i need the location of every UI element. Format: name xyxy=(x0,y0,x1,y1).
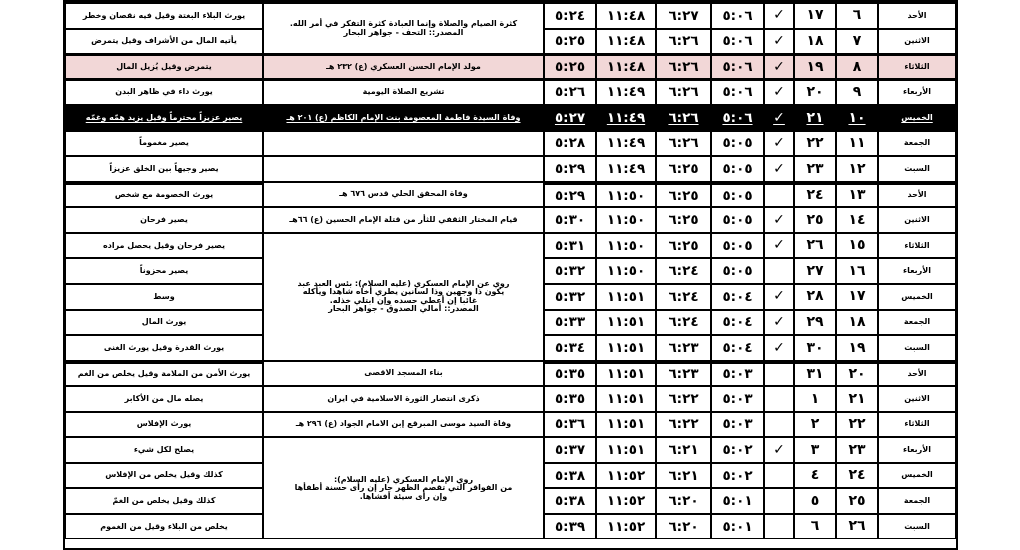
prayer-time-cell: ١١:٤٨ xyxy=(596,29,656,55)
prayer-time-cell: ١١:٥١ xyxy=(596,386,656,412)
prayer-time-cell: ٥:٠٦ xyxy=(711,29,764,55)
day-number-cell: ١١ xyxy=(836,131,878,157)
prayer-time-cell: ١١:٤٨ xyxy=(596,54,656,80)
event-text-line: وفاة المحقق الحلي قدس ٦٧٦ هـ xyxy=(339,189,468,199)
fortune-cell: كذلك وقيل يخلص من الغمّ xyxy=(65,488,263,514)
day-name-cell: السبت xyxy=(878,335,956,361)
month-day-cell: ١٧ xyxy=(794,3,836,29)
prayer-time-cell: ١١:٥١ xyxy=(596,335,656,361)
day-number-cell: ٢٥ xyxy=(836,488,878,514)
day-number-cell: ٢٤ xyxy=(836,463,878,489)
prayer-time-cell: ٥:٠٦ xyxy=(711,105,764,131)
prayer-time-cell: ١١:٥١ xyxy=(596,437,656,463)
check-cell: ✓ xyxy=(764,156,794,182)
prayer-time-cell: ٥:٣٨ xyxy=(544,488,596,514)
fortune-cell: يورث الإفلاس xyxy=(65,412,263,438)
check-cell: ✓ xyxy=(764,310,794,336)
event-text-line: تشريع الصلاة اليومية xyxy=(362,87,445,97)
prayer-time-cell: ٥:٣١ xyxy=(544,233,596,259)
prayer-time-cell: ٥:٠٥ xyxy=(711,207,764,233)
prayer-time-cell: ٥:٢٦ xyxy=(544,80,596,106)
event-cell xyxy=(263,156,544,182)
fortune-cell: يورث البلاء البغتة وقيل فيه نقصان وخطر xyxy=(65,3,263,29)
day-number-cell: ٩ xyxy=(836,80,878,106)
month-day-cell: ٢٨ xyxy=(794,284,836,310)
check-cell xyxy=(764,514,794,540)
prayer-time-cell: ٦:٢٤ xyxy=(656,284,711,310)
check-cell xyxy=(764,386,794,412)
month-day-cell: ٣١ xyxy=(794,361,836,387)
month-day-cell: ٣ xyxy=(794,437,836,463)
check-cell: ✓ xyxy=(764,437,794,463)
event-text-line: المصدر:: التحف - جواهر البحار xyxy=(343,27,464,37)
prayer-time-cell: ٦:٢٤ xyxy=(656,310,711,336)
month-day-cell: ٢٧ xyxy=(794,258,836,284)
check-cell: ✓ xyxy=(764,335,794,361)
day-number-cell: ١٦ xyxy=(836,258,878,284)
day-name-cell: السبت xyxy=(878,514,956,540)
prayer-time-cell: ٥:٠١ xyxy=(711,514,764,540)
month-day-cell: ٦ xyxy=(794,514,836,540)
day-name-cell: الثلاثاء xyxy=(878,233,956,259)
month-day-cell: ١ xyxy=(794,386,836,412)
check-cell: ✓ xyxy=(764,54,794,80)
prayer-time-cell: ٦:٢٦ xyxy=(656,105,711,131)
event-text-line: المصدر:: أمالي الصدوق - جواهر البحار xyxy=(328,304,479,314)
day-number-cell: ٢٠ xyxy=(836,361,878,387)
prayer-time-cell: ١١:٤٩ xyxy=(596,105,656,131)
prayer-time-cell: ١١:٥١ xyxy=(596,284,656,310)
event-text-line: وفاة السيدة فاطمة المعصومة بنت الإمام الكاظم (ع) ٢٠١ هـ xyxy=(286,112,521,122)
month-day-cell: ٢٥ xyxy=(794,207,836,233)
event-text-line: غائبا إن أعطي حسده وإن ابتلي خذله. xyxy=(329,295,478,305)
fortune-cell: يصير فرحان وقيل يحصل مراده xyxy=(65,233,263,259)
prayer-time-cell: ٦:٢٠ xyxy=(656,514,711,540)
check-cell: ✓ xyxy=(764,3,794,29)
day-name-cell: الأحد xyxy=(878,182,956,208)
prayer-time-cell: ١١:٥١ xyxy=(596,361,656,387)
fortune-cell: يتمرض وقيل يُزيل المال xyxy=(65,54,263,80)
prayer-time-cell: ٥:٢٩ xyxy=(544,156,596,182)
fortune-cell: يصير محزوناً xyxy=(65,258,263,284)
check-cell: ✓ xyxy=(764,29,794,55)
fortune-cell: يصير فرحان xyxy=(65,207,263,233)
month-day-cell: ٢١ xyxy=(794,105,836,131)
check-cell xyxy=(764,361,794,387)
prayer-time-cell: ٦:٢١ xyxy=(656,437,711,463)
prayer-time-cell: ٦:٢٠ xyxy=(656,488,711,514)
prayer-time-cell: ٥:٢٧ xyxy=(544,105,596,131)
fortune-cell: يورث القدرة وقيل يورث الغنى xyxy=(65,335,263,361)
day-name-cell: الأحد xyxy=(878,361,956,387)
event-text-line: مولد الإمام الحسن العسكري (ع) ٢٣٢ هـ xyxy=(326,61,481,71)
check-cell: ✓ xyxy=(764,233,794,259)
prayer-time-cell: ٥:٣٠ xyxy=(544,207,596,233)
check-cell: ✓ xyxy=(764,80,794,106)
prayer-time-cell: ٦:٢٢ xyxy=(656,386,711,412)
day-number-cell: ٢١ xyxy=(836,386,878,412)
check-cell xyxy=(764,412,794,438)
prayer-time-cell: ٥:٠٢ xyxy=(711,463,764,489)
event-cell xyxy=(263,3,544,54)
check-cell xyxy=(764,463,794,489)
prayer-time-cell: ٦:٢٥ xyxy=(656,182,711,208)
prayer-time-cell: ٥:٠٤ xyxy=(711,284,764,310)
prayer-time-cell: ١١:٥٠ xyxy=(596,207,656,233)
day-number-cell: ١٤ xyxy=(836,207,878,233)
fortune-cell: يصير مغموماً xyxy=(65,131,263,157)
event-cell xyxy=(263,412,544,438)
prayer-time-cell: ٦:٢٦ xyxy=(656,29,711,55)
check-cell xyxy=(764,488,794,514)
day-name-cell: الثلاثاء xyxy=(878,412,956,438)
month-day-cell: ٢٤ xyxy=(794,182,836,208)
day-name-cell: الاثنين xyxy=(878,386,956,412)
prayer-time-cell: ٦:٢٥ xyxy=(656,156,711,182)
prayer-time-cell: ٦:٢٦ xyxy=(656,80,711,106)
prayer-time-cell: ٥:٢٥ xyxy=(544,54,596,80)
fortune-cell: يورث الخصومة مع شخص xyxy=(65,182,263,208)
day-number-cell: ٦ xyxy=(836,3,878,29)
day-number-cell: ١٣ xyxy=(836,182,878,208)
event-cell xyxy=(263,182,544,208)
day-number-cell: ٢٦ xyxy=(836,514,878,540)
check-cell xyxy=(764,258,794,284)
day-number-cell: ٧ xyxy=(836,29,878,55)
event-text-line: بناء المسجد الاقصى xyxy=(364,368,443,378)
event-text-line: روي الإمام العسكري (عليه السلام): xyxy=(333,474,474,484)
prayer-time-cell: ١١:٥٢ xyxy=(596,463,656,489)
fortune-cell: يورث داء في ظاهر البدن xyxy=(65,80,263,106)
prayer-time-cell: ١١:٥٢ xyxy=(596,488,656,514)
check-cell: ✓ xyxy=(764,284,794,310)
fortune-cell: يصلح لكل شيء xyxy=(65,437,263,463)
prayer-time-cell: ١١:٤٩ xyxy=(596,131,656,157)
prayer-time-cell: ٦:٢١ xyxy=(656,463,711,489)
day-number-cell: ١٥ xyxy=(836,233,878,259)
check-cell: ✓ xyxy=(764,131,794,157)
prayer-time-cell: ٥:٣٢ xyxy=(544,284,596,310)
prayer-time-cell: ٥:٠١ xyxy=(711,488,764,514)
prayer-time-cell: ٦:٢٢ xyxy=(656,412,711,438)
prayer-time-cell: ٦:٢٣ xyxy=(656,335,711,361)
prayer-time-cell: ١١:٤٩ xyxy=(596,80,656,106)
prayer-time-cell: ٥:٣٨ xyxy=(544,463,596,489)
check-cell xyxy=(764,182,794,208)
prayer-time-cell: ٥:٣٢ xyxy=(544,258,596,284)
day-number-cell: ٨ xyxy=(836,54,878,80)
prayer-time-cell: ٥:٠٥ xyxy=(711,182,764,208)
fortune-cell: يورث الأمن من الملامة وقيل يخلص من الغم xyxy=(65,361,263,387)
day-number-cell: ١٢ xyxy=(836,156,878,182)
month-day-cell: ٢٩ xyxy=(794,310,836,336)
event-text-line: يكون ذا وجهين وذا لسانين يطري أخاه شاهدا ويأكله xyxy=(302,287,505,297)
prayer-time-cell: ٦:٢٦ xyxy=(656,131,711,157)
event-text-line: وفاة السيد موسى المبرقع إبن الامام الجواد (ع) ٢٩٦ هـ xyxy=(295,419,512,429)
prayer-time-cell: ٥:٠٣ xyxy=(711,412,764,438)
prayer-time-cell: ٥:٣٥ xyxy=(544,361,596,387)
day-number-cell: ١٧ xyxy=(836,284,878,310)
prayer-time-cell: ٥:٠٥ xyxy=(711,131,764,157)
prayer-time-cell: ٦:٢٥ xyxy=(656,207,711,233)
prayer-time-cell: ٥:٢٨ xyxy=(544,131,596,157)
event-cell xyxy=(263,437,544,539)
prayer-time-cell: ٦:٢٧ xyxy=(656,3,711,29)
day-name-cell: الأربعاء xyxy=(878,437,956,463)
prayer-time-cell: ١١:٥١ xyxy=(596,310,656,336)
day-name-cell: السبت xyxy=(878,156,956,182)
fortune-cell: يخلص من البلاء وقيل من الغموم xyxy=(65,514,263,540)
fortune-cell: يأتيه المال من الأشراف وقيل يتمرض xyxy=(65,29,263,55)
prayer-time-cell: ٥:٢٤ xyxy=(544,3,596,29)
month-day-cell: ٢٣ xyxy=(794,156,836,182)
fortune-cell: يصير عزيزاً محترماً وقيل يزيد همّه وغمّه xyxy=(65,105,263,131)
fortune-cell: يورث المال xyxy=(65,310,263,336)
prayer-time-cell: ١١:٥٢ xyxy=(596,514,656,540)
prayer-time-cell: ٥:٠٦ xyxy=(711,80,764,106)
month-day-cell: ٤ xyxy=(794,463,836,489)
prayer-time-cell: ٥:٣٦ xyxy=(544,412,596,438)
day-name-cell: الجمعة xyxy=(878,488,956,514)
prayer-time-cell: ٥:٠٢ xyxy=(711,437,764,463)
day-number-cell: ١٨ xyxy=(836,310,878,336)
month-day-cell: ١٨ xyxy=(794,29,836,55)
prayer-time-cell: ٥:٣٤ xyxy=(544,335,596,361)
fortune-cell: وسط xyxy=(65,284,263,310)
month-day-cell: ٢٢ xyxy=(794,131,836,157)
day-name-cell: الثلاثاء xyxy=(878,54,956,80)
month-day-cell: ١٩ xyxy=(794,54,836,80)
prayer-time-cell: ٦:٢٣ xyxy=(656,361,711,387)
day-name-cell: الاثنين xyxy=(878,29,956,55)
prayer-time-cell: ١١:٤٨ xyxy=(596,3,656,29)
day-name-cell: الجمعة xyxy=(878,131,956,157)
prayer-time-cell: ٥:٠٣ xyxy=(711,386,764,412)
day-number-cell: ٢٢ xyxy=(836,412,878,438)
prayer-time-cell: ٥:٣٥ xyxy=(544,386,596,412)
event-cell xyxy=(263,361,544,387)
prayer-time-cell: ٥:٣٣ xyxy=(544,310,596,336)
event-cell xyxy=(263,131,544,157)
event-text-line: قيام المختار الثقفي للثأر من قتلة الإمام الحسين (ع) ٦٦هـ xyxy=(289,214,518,224)
prayer-times-table xyxy=(63,0,958,550)
month-day-cell: ٥ xyxy=(794,488,836,514)
prayer-time-cell: ٥:٠٥ xyxy=(711,156,764,182)
prayer-time-cell: ٥:٠٤ xyxy=(711,310,764,336)
day-name-cell: الأربعاء xyxy=(878,258,956,284)
prayer-time-cell: ٦:٢٦ xyxy=(656,54,711,80)
day-number-cell: ٢٣ xyxy=(836,437,878,463)
day-name-cell: الخميس xyxy=(878,105,956,131)
month-day-cell: ٣٠ xyxy=(794,335,836,361)
prayer-time-cell: ٥:٠٦ xyxy=(711,3,764,29)
fortune-cell: كذلك وقيل يخلص من الإفلاس xyxy=(65,463,263,489)
event-cell xyxy=(263,80,544,106)
event-cell xyxy=(263,386,544,412)
event-cell xyxy=(263,207,544,233)
prayer-time-cell: ١١:٥١ xyxy=(596,412,656,438)
event-cell xyxy=(263,105,544,131)
day-name-cell: الأربعاء xyxy=(878,80,956,106)
day-name-cell: الخميس xyxy=(878,463,956,489)
prayer-time-cell: ٥:٠٥ xyxy=(711,233,764,259)
check-cell: ✓ xyxy=(764,105,794,131)
prayer-time-cell: ١١:٥٠ xyxy=(596,258,656,284)
prayer-time-cell: ٥:٢٥ xyxy=(544,29,596,55)
day-number-cell: ١٩ xyxy=(836,335,878,361)
month-day-cell: ٢٦ xyxy=(794,233,836,259)
event-text-line: وإن رأى سيئة أفشاها. xyxy=(359,491,448,501)
event-text-line: من الفواقر التي تقصم الظهر جار إن رأى حسنة أطفأها xyxy=(294,483,513,493)
month-day-cell: ٢ xyxy=(794,412,836,438)
prayer-time-cell: ٥:٣٧ xyxy=(544,437,596,463)
event-text-line: كثرة الصيام والصلاة وإنما العبادة كثرة التفكر في أمر الله. xyxy=(289,19,518,29)
month-day-cell: ٢٠ xyxy=(794,80,836,106)
prayer-time-cell: ٥:٠٦ xyxy=(711,54,764,80)
prayer-time-cell: ١١:٥٠ xyxy=(596,233,656,259)
day-name-cell: الخميس xyxy=(878,284,956,310)
prayer-time-cell: ٥:٠٤ xyxy=(711,335,764,361)
prayer-time-cell: ٥:٠٣ xyxy=(711,361,764,387)
prayer-time-cell: ٥:٢٩ xyxy=(544,182,596,208)
event-text-line: ذكرى انتصار الثورة الاسلامية في ايران xyxy=(327,393,480,403)
fortune-cell: يصير وجيهاً بين الخلق عزيزاً xyxy=(65,156,263,182)
day-name-cell: الاثنين xyxy=(878,207,956,233)
day-number-cell: ١٠ xyxy=(836,105,878,131)
day-name-cell: الأحد xyxy=(878,3,956,29)
day-name-cell: الجمعة xyxy=(878,310,956,336)
prayer-time-cell: ١١:٥٠ xyxy=(596,182,656,208)
event-cell xyxy=(263,54,544,80)
event-text-line: روي عن الإمام العسكري (عليه السلام): بئس العبد عبد xyxy=(297,279,510,288)
prayer-time-cell: ٥:٣٩ xyxy=(544,514,596,540)
prayer-time-cell: ١١:٤٩ xyxy=(596,156,656,182)
check-cell: ✓ xyxy=(764,207,794,233)
event-cell xyxy=(263,233,544,361)
prayer-time-cell: ٦:٢٤ xyxy=(656,258,711,284)
prayer-time-cell: ٦:٢٥ xyxy=(656,233,711,259)
fortune-cell: يصله مال من الأكابر xyxy=(65,386,263,412)
prayer-time-cell: ٥:٠٥ xyxy=(711,258,764,284)
